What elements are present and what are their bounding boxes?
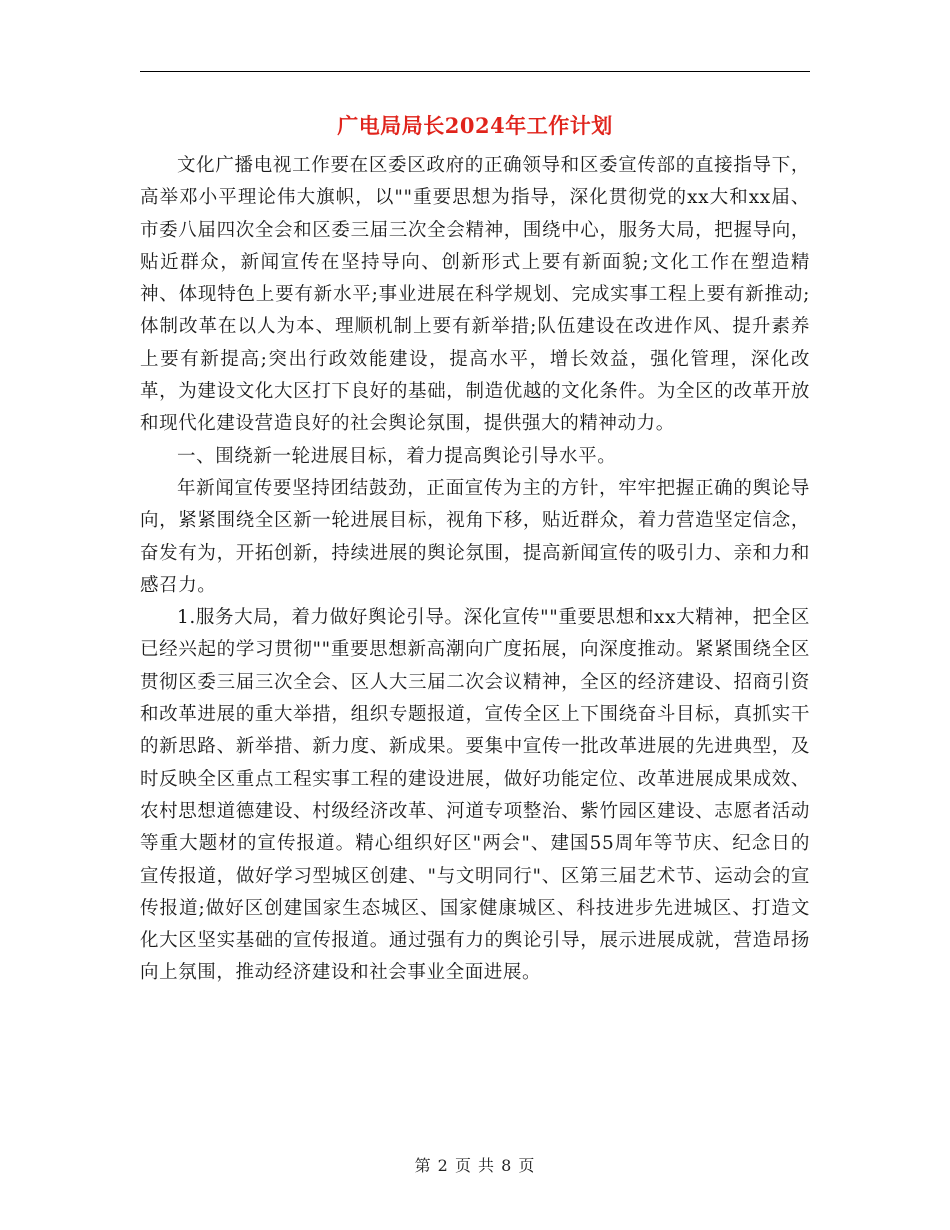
document-body — [140, 150, 810, 990]
section-heading-1: 一、围绕新一轮进展目标，着力提高舆论引导水平。 — [177, 445, 617, 467]
paragraph-item-1: 1.服务大局，着力做好舆论引导。深化宣传""重要思想和xx大精神，把全区已经兴起的学习贯彻""重要思想新高潮向广度拓展，向深度推动。紧紧围绕全区贯彻区委三届三次全会、区人大三届二次会议精神，全区的经济建设、招商引资和改革进展的重大举措，组织专题报道，宣传全区上下围绕奋斗目标，真抓实干的新思路、新举措、新力度、新成果。要集中宣传一批改革进展的先进典型，及时反映全区重点工程实事工程的建设进展，做好功能定位、改革进展成果成效、农村思想道德建设、村级经济改革、河道专项整治、紫竹园区建设、志愿者活动等重大题材的宣传报道。精心组织好区"两会"、建国55周年等节庆、纪念日的宣传报道，做好学习型城区创建、"与文明同行"、区第三届艺术节、运动会的宣传报道;做好区创建国家生态城区、国家健康城区、科技进步先进城区、打造文化大区坚实基础的宣传报道。通过强有力的舆论引导，展示进展成就，营造昂扬向上氛围，推动经济建设和社会事业全面进展。 — [140, 607, 810, 984]
page-number-footer: 第 2 页 共 8 页 — [414, 1156, 536, 1175]
header-rule — [140, 71, 810, 72]
paragraph-intro: 文化广播电视工作要在区委区政府的正确领导和区委宣传部的直接指导下，高举邓小平理论伟大旗帜，以""重要思想为指导，深化贯彻党的xx大和xx届、市委八届四次全会和区委三届三次全会精神，围绕中心，服务大局，把握导向，贴近群众，新闻宣传在坚持导向、创新形式上要有新面貌;文化工作在塑造精神、体现特色上要有新水平;事业进展在科学规划、完成实事工程上要有新推动;体制改革在以人为本、理顺机制上要有新举措;队伍建设在改进作风、提升素养上要有新提高;突出行政效能建设，提高水平，增长效益，强化管理，深化改革，为建设文化大区打下良好的基础，制造优越的文化条件。为全区的改革开放和现代化建设营造良好的社会舆论氛围，提供强大的精神动力。 — [140, 155, 810, 435]
document-title: 广电局局长2024年工作计划 — [337, 113, 613, 138]
paragraph-section-1: 年新闻宣传要坚持团结鼓劲，正面宣传为主的方针，牢牢把握正确的舆论导向，紧紧围绕全区新一轮进展目标，视角下移，贴近群众，着力营造坚定信念，奋发有为，开拓创新，持续进展的舆论氛围，提高新闻宣传的吸引力、亲和力和感召力。 — [140, 477, 810, 596]
